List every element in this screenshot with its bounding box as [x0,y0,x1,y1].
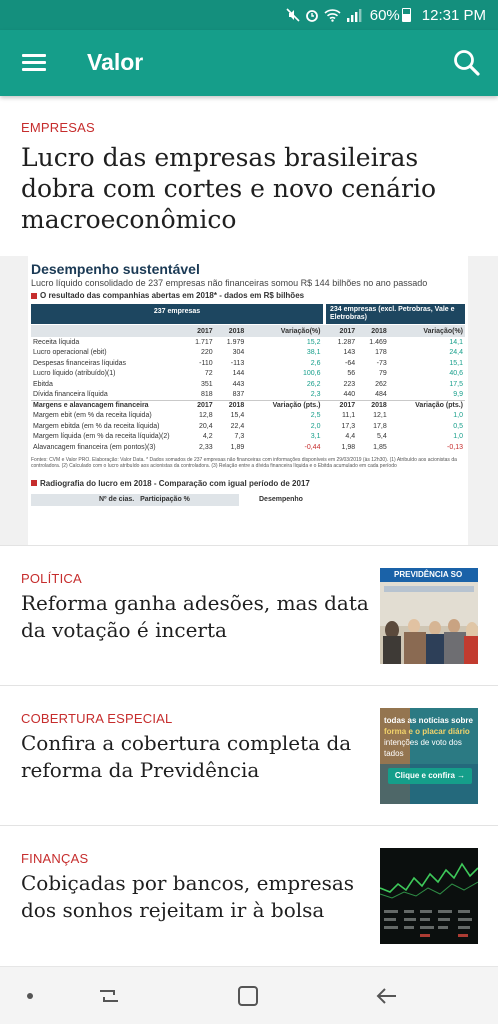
section-header-left: Nº de cias. Participação % [31,494,239,506]
table-cell: 17,5 [449,380,463,388]
status-bar [0,0,498,30]
table-cell: 1.469 [369,338,387,346]
table-cell: 79 [378,370,387,378]
home-button[interactable] [233,981,263,1011]
table-cell [31,325,183,337]
table-cell: -0,13 [447,443,463,451]
search-button[interactable] [448,44,486,82]
table-cell: 2017 [183,325,215,337]
table-row [31,348,465,359]
table-cell: Lucro operacional (ebit) [33,349,107,357]
app-bar [0,30,498,96]
table-cell: Margem líquida (em % da receita líquida)(2) [33,433,170,441]
lead-image[interactable] [0,256,498,546]
table-cell: 1,98 [341,443,356,451]
infographic-note-2: Radiografia do lucro em 2018 - Comparação com igual período de 2017 [31,479,465,488]
story-item[interactable] [0,685,498,825]
table-cell: -64 [345,359,356,367]
battery-percent: 60% [369,6,400,24]
table-cell: 0,5 [453,422,463,430]
table-cell: Variação (pts.) [246,400,322,411]
table-cell: 14,1 [449,338,463,346]
home-icon [233,981,263,1011]
story-title[interactable]: Confira a cobertura completa da reforma da Previdência [21,731,352,782]
table-cell: 15,1 [449,359,463,367]
app-title: Valor [87,49,144,75]
table-cell: 2018 [357,325,389,337]
table-cell: Despesas financeiras líquidas [33,359,126,367]
table-cell: 818 [200,391,213,398]
table-cell: 1,89 [230,443,245,451]
story-category: POLÍTICA [21,571,82,586]
section-header-right: Desempenho [259,495,303,503]
table-cell: 2,0 [310,422,321,430]
table-cell: 3,1 [310,433,321,441]
mute-icon [286,8,300,22]
table-cell: 2017 [183,400,215,411]
infographic [28,256,468,546]
red-square-icon [31,293,37,299]
table-cell: -73 [376,359,387,367]
promo-line-3: intenções de voto dos [384,738,462,747]
table-cell: 15,4 [230,412,245,420]
hamburger-icon [22,54,46,57]
table-cell: 100,6 [302,370,321,378]
table-cell: -0,44 [304,443,321,451]
table-cell: 1.717 [195,338,213,346]
wifi-icon [324,8,341,22]
table-cell: 2017 [325,325,357,337]
dot-icon [15,981,45,1011]
group-b-label: 234 empresas (excl. Petrobras, Vale e Eletrobras) [326,304,465,324]
story-title[interactable]: Cobiçadas por bancos, empresas dos sonhos rejeitam ir à bolsa [21,871,355,922]
table-cell: 220 [200,349,213,357]
table-cell: 837 [232,391,245,398]
back-button[interactable] [372,981,402,1011]
table-cell: 178 [375,349,387,357]
table-cell: Dívida financeira líquida [33,391,108,398]
table-cell: 38,1 [306,349,321,357]
table-cell: 12,1 [373,412,387,420]
crowd-photo [380,568,478,664]
alarm-icon [305,8,319,22]
table-cell: 304 [232,349,245,357]
table-header-row [31,325,465,337]
table-cell: 1.287 [337,338,356,346]
table-cell: 143 [343,349,356,357]
menu-button[interactable] [14,44,54,82]
table-cell: 7,3 [234,433,245,441]
promo-cta-button: Clique e confira → [388,768,472,784]
table-cell: 17,8 [373,422,387,430]
table-cell: 56 [347,370,356,378]
promo-line-2: forma e o placar diário [384,727,470,736]
table-cell: 262 [375,380,387,388]
table-cell: Margem ebitda (em % da receita líquida) [33,422,160,430]
table-row [31,442,465,453]
search-icon [448,44,486,82]
stock-chart-photo [380,848,478,944]
table-cell: 2,33 [199,443,213,451]
table-cell: 9,9 [453,391,463,398]
lead-story[interactable] [0,96,498,256]
infographic-section-header [31,494,465,506]
table-cell: Variação(%) [389,325,465,337]
infographic-group-header [31,304,465,324]
table-cell: 2018 [357,400,389,411]
battery-icon [402,8,411,22]
story-category: FINANÇAS [21,851,89,866]
story-thumbnail[interactable] [380,708,478,804]
table-cell: -110 [199,359,213,367]
table-cell: 12,8 [199,412,213,420]
table-cell: 144 [232,370,245,378]
table-cell: 443 [232,380,245,388]
navigation-bar [0,966,498,1024]
table-row [31,358,465,369]
table-cell: Variação (pts.) [389,400,465,411]
table-row [31,421,465,432]
clock: 12:31 PM [421,6,486,24]
table-row [31,369,465,380]
table-cell: 4,4 [345,433,356,441]
thumbnail-sign: PREVIDÊNCIA SO [394,570,463,579]
infographic-footnote: Fontes: CVM e Valor PRO. Elaboração: Valor Data. * Dados somados de 237 empresas não financeiras com informações disponíveis em 29/03/2019 (às 12h30). (1) Atribuído aos acionistas da controladora. (2) Calculado com o lucro atribuído aos acionistas da controladora. (3) Relação entre a dívida financeira líquida e o Ebitda acumulado em cada período [31,456,457,469]
signal-icon [346,8,362,22]
story-item[interactable] [0,545,498,685]
table-cell: Margem ebit (em % da receita líquida) [33,412,152,420]
table-cell: 24,4 [449,349,463,357]
table-cell: 4,2 [202,433,213,441]
table-cell: 26,2 [306,380,321,388]
table-cell: 2,5 [310,412,321,420]
table-row [31,432,465,443]
table-cell: 72 [204,370,213,378]
nav-dot-button[interactable] [15,981,45,1011]
table-cell: 351 [200,380,213,388]
recent-apps-icon [94,981,124,1011]
lead-headline[interactable]: Lucro das empresas brasileiras dobra com cortes e novo cenário macroeconômico [21,143,437,234]
status-icons [286,8,362,22]
story-category: COBERTURA ESPECIAL [21,711,173,726]
table-cell: 11,1 [342,412,356,420]
group-a-label: 237 empresas [31,304,323,324]
table-cell: 2,3 [310,391,321,398]
table-cell: Margens e alavancagem financeira [31,400,183,411]
table-cell: 1.979 [226,338,245,346]
infographic-note: O resultado das companhias abertas em 2018* - dados em R$ bilhões [31,291,465,300]
story-thumbnail[interactable] [380,568,478,664]
table-cell: 2018 [215,325,247,337]
table-cell: 2018 [215,400,247,411]
table-cell: 1,0 [453,433,463,441]
table-cell: 5,4 [377,433,387,441]
table-cell: 2,6 [310,359,321,367]
table-cell: 1,85 [373,443,387,451]
lead-category: EMPRESAS [21,120,95,135]
table-cell: 22,4 [230,422,245,430]
table-row [31,337,465,348]
back-arrow-icon [372,981,402,1011]
table-cell: 1,0 [453,412,463,420]
table-cell: 17,3 [341,422,356,430]
table-cell: Receita líquida [33,338,80,346]
story-title[interactable]: Reforma ganha adesões, mas data da votação é incerta [21,591,369,642]
infographic-table [31,325,465,453]
table-cell: Variação(%) [246,325,322,337]
promo-line-1: todas as notícias sobre [384,716,473,725]
table-header-row [31,400,465,411]
table-cell: 15,2 [306,338,321,346]
table-cell: -113 [230,359,245,367]
recent-apps-button[interactable] [94,981,124,1011]
table-row [31,411,465,422]
table-cell: Alavancagem financeira (em pontos)(3) [33,443,156,451]
table-cell: 20,4 [199,422,213,430]
table-cell: 40,6 [449,370,463,378]
table-cell: 2017 [325,400,357,411]
infographic-subtitle: Lucro líquido consolidado de 237 empresas não financeiras somou R$ 144 bilhões no ano passado [31,278,428,288]
table-row [31,379,465,390]
table-cell: 484 [375,391,387,398]
table-row [31,390,465,401]
infographic-title: Desempenho sustentável [31,261,200,277]
story-thumbnail[interactable] [380,848,478,944]
table-cell: Ebitda [33,380,53,388]
table-cell: 440 [343,391,356,398]
story-item[interactable] [0,825,498,965]
red-square-icon [31,480,37,486]
table-cell: 223 [343,380,356,388]
promo-line-4: tados [384,749,404,758]
table-cell: Lucro líquido (atribuído)(1) [33,370,116,378]
